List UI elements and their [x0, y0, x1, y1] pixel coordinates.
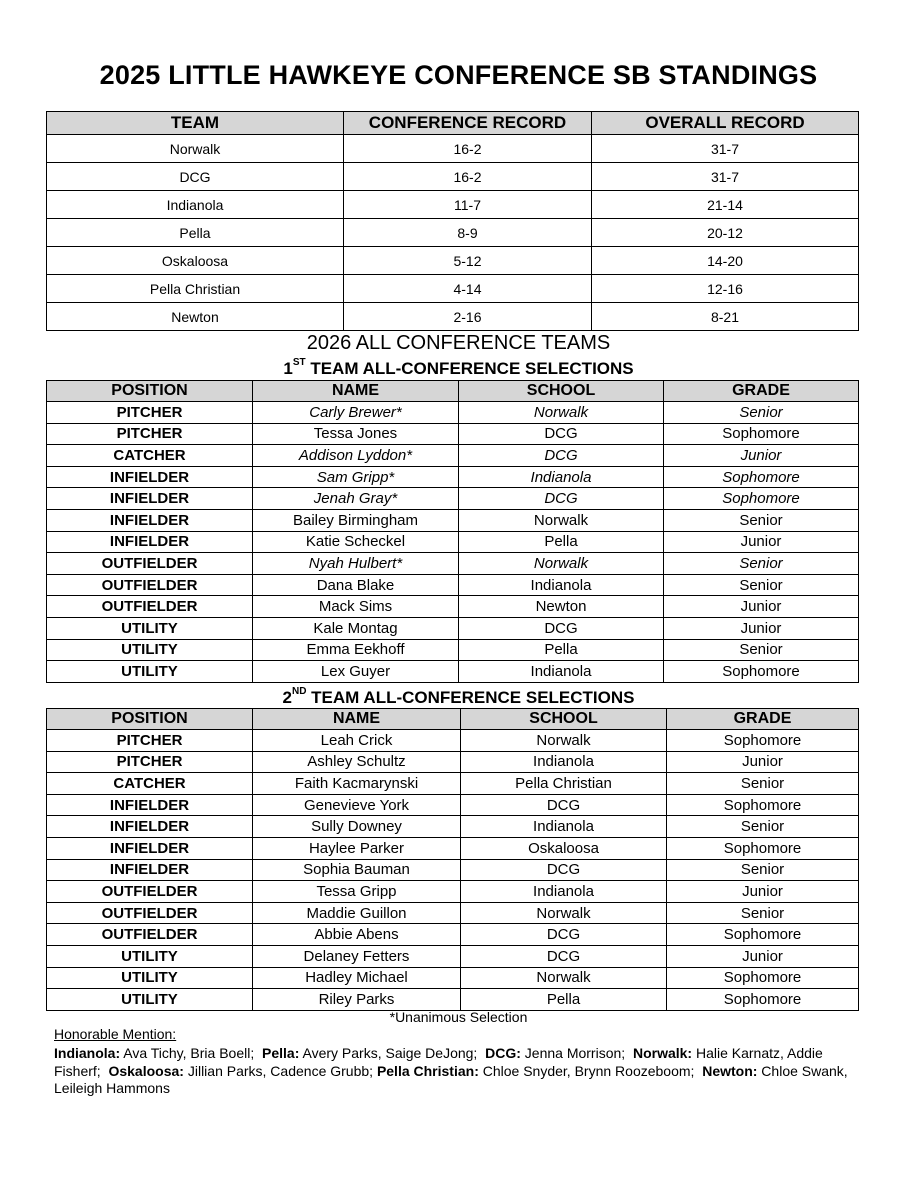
grade-cell: Sophomore	[667, 794, 859, 816]
standings-row	[47, 247, 859, 275]
position-cell: PITCHER	[47, 423, 253, 445]
standings-row	[47, 275, 859, 303]
position-cell: UTILITY	[47, 617, 253, 639]
header-grade: GRADE	[667, 709, 859, 730]
all-conference-title: 2026 ALL CONFERENCE TEAMS	[306, 332, 611, 354]
team-name-cell: Indianola	[47, 191, 344, 219]
position-cell: UTILITY	[47, 639, 253, 661]
honorable-mention-school: Pella:	[262, 1045, 300, 1061]
roster-row	[47, 639, 859, 661]
grade-cell: Senior	[667, 773, 859, 795]
roster-row	[47, 816, 859, 838]
name-cell: Bailey Birmingham	[253, 509, 459, 531]
honorable-mention-players: Jenna Morrison;	[520, 1045, 633, 1061]
school-cell: DCG	[461, 794, 667, 816]
school-cell: DCG	[461, 859, 667, 881]
roster-row	[47, 553, 859, 575]
school-cell: Indianola	[461, 881, 667, 903]
header-school: SCHOOL	[459, 381, 664, 402]
roster-row	[47, 596, 859, 618]
team-name-cell: Oskaloosa	[47, 247, 344, 275]
header-school: SCHOOL	[461, 709, 667, 730]
school-cell: DCG	[459, 488, 664, 510]
position-cell: INFIELDER	[47, 794, 253, 816]
name-cell: Jenah Gray*	[253, 488, 459, 510]
name-cell: Lex Guyer	[253, 661, 459, 683]
name-cell: Mack Sims	[253, 596, 459, 618]
name-cell: Hadley Michael	[253, 967, 461, 989]
name-cell: Addison Lyddon*	[253, 445, 459, 467]
name-cell: Carly Brewer*	[253, 402, 459, 424]
standings-row	[47, 163, 859, 191]
position-cell: INFIELDER	[47, 466, 253, 488]
second-team-ordinal-suffix: ND	[291, 686, 307, 697]
grade-cell: Junior	[664, 617, 859, 639]
honorable-mention-list	[54, 1045, 864, 1098]
school-cell: Indianola	[459, 574, 664, 596]
honorable-mention-players: Chloe Snyder, Brynn Roozeboom;	[478, 1062, 703, 1079]
header-overall-record: OVERALL RECORD	[592, 112, 859, 135]
conference-record-cell: 16-2	[344, 135, 592, 163]
school-cell: Pella Christian	[461, 773, 667, 795]
conference-record-cell: 11-7	[344, 191, 592, 219]
roster-row	[47, 945, 859, 967]
position-cell: INFIELDER	[47, 837, 253, 859]
position-cell: PITCHER	[47, 751, 253, 773]
school-cell: DCG	[461, 945, 667, 967]
school-cell: Pella	[461, 989, 667, 1011]
school-cell: Oskaloosa	[461, 837, 667, 859]
name-cell: Katie Scheckel	[253, 531, 459, 553]
overall-record-cell: 14-20	[592, 247, 859, 275]
first-team-title-text: TEAM ALL-CONFERENCE SELECTIONS	[305, 359, 634, 378]
team-name-cell: Newton	[47, 303, 344, 331]
roster-row	[47, 794, 859, 816]
position-cell: UTILITY	[47, 989, 253, 1011]
first-team-table	[46, 380, 859, 683]
roster-row	[47, 989, 859, 1011]
roster-row	[47, 837, 859, 859]
roster-row	[47, 730, 859, 752]
conference-record-cell: 16-2	[344, 163, 592, 191]
standings-row	[47, 303, 859, 331]
honorable-mention-players: Ava Tichy, Bria Boell;	[120, 1045, 263, 1061]
grade-cell: Senior	[667, 902, 859, 924]
header-grade: GRADE	[664, 381, 859, 402]
roster-row	[47, 902, 859, 924]
position-cell: INFIELDER	[47, 816, 253, 838]
second-team-title	[0, 688, 917, 708]
school-cell: Indianola	[461, 816, 667, 838]
roster-row	[47, 859, 859, 881]
standings-table	[46, 111, 859, 331]
name-cell: Nyah Hulbert*	[253, 553, 459, 575]
overall-record-cell: 21-14	[592, 191, 859, 219]
grade-cell: Sophomore	[664, 423, 859, 445]
header-name: NAME	[253, 709, 461, 730]
grade-cell: Sophomore	[667, 967, 859, 989]
standings-header-row	[47, 112, 859, 135]
grade-cell: Junior	[667, 751, 859, 773]
grade-cell: Sophomore	[664, 488, 859, 510]
position-cell: CATCHER	[47, 445, 253, 467]
school-cell: Norwalk	[459, 553, 664, 575]
roster-row	[47, 445, 859, 467]
honorable-mention-label: Honorable Mention:	[54, 1026, 177, 1042]
roster-row	[47, 967, 859, 989]
school-cell: DCG	[461, 924, 667, 946]
conference-record-cell: 4-14	[344, 275, 592, 303]
roster-row	[47, 509, 859, 531]
name-cell: Dana Blake	[253, 574, 459, 596]
overall-record-cell: 31-7	[592, 163, 859, 191]
conference-record-cell: 2-16	[344, 303, 592, 331]
grade-cell: Senior	[664, 574, 859, 596]
first-team-title	[0, 359, 917, 379]
header-team: TEAM	[47, 112, 344, 135]
honorable-mention-players: Jillian Parks, Cadence Grubb;	[183, 1062, 377, 1079]
second-team-header-row	[47, 709, 859, 730]
standings-row	[47, 219, 859, 247]
grade-cell: Sophomore	[667, 924, 859, 946]
grade-cell: Junior	[664, 531, 859, 553]
position-cell: PITCHER	[47, 402, 253, 424]
grade-cell: Senior	[667, 859, 859, 881]
first-team-ordinal: 1	[283, 359, 293, 378]
position-cell: INFIELDER	[47, 531, 253, 553]
overall-record-cell: 20-12	[592, 219, 859, 247]
position-cell: PITCHER	[47, 730, 253, 752]
grade-cell: Senior	[664, 553, 859, 575]
roster-row	[47, 423, 859, 445]
overall-record-cell: 8-21	[592, 303, 859, 331]
position-cell: UTILITY	[47, 967, 253, 989]
position-cell: INFIELDER	[47, 509, 253, 531]
header-name: NAME	[253, 381, 459, 402]
conference-record-cell: 8-9	[344, 219, 592, 247]
name-cell: Ashley Schultz	[253, 751, 461, 773]
name-cell: Tessa Jones	[253, 423, 459, 445]
school-cell: DCG	[459, 617, 664, 639]
first-team-ordinal-suffix: ST	[292, 357, 306, 368]
team-name-cell: DCG	[47, 163, 344, 191]
honorable-mention-players: Halie Karnatz, Addie Fisherf;	[54, 1045, 827, 1079]
conference-record-cell: 5-12	[344, 247, 592, 275]
standings-row	[47, 191, 859, 219]
name-cell: Sam Gripp*	[253, 466, 459, 488]
position-cell: OUTFIELDER	[47, 881, 253, 903]
roster-row	[47, 751, 859, 773]
standings-row	[47, 135, 859, 163]
school-cell: Norwalk	[459, 509, 664, 531]
position-cell: OUTFIELDER	[47, 902, 253, 924]
honorable-mention-school: Pella Christian:	[376, 1062, 479, 1079]
header-position: POSITION	[47, 709, 253, 730]
name-cell: Tessa Gripp	[253, 881, 461, 903]
position-cell: INFIELDER	[47, 488, 253, 510]
grade-cell: Sophomore	[664, 661, 859, 683]
position-cell: OUTFIELDER	[47, 924, 253, 946]
name-cell: Kale Montag	[253, 617, 459, 639]
name-cell: Haylee Parker	[253, 837, 461, 859]
name-cell: Sophia Bauman	[253, 859, 461, 881]
school-cell: Indianola	[459, 466, 664, 488]
position-cell: OUTFIELDER	[47, 574, 253, 596]
honorable-mention-school: Oskaloosa:	[108, 1062, 184, 1079]
school-cell: Pella	[459, 639, 664, 661]
school-cell: Norwalk	[459, 402, 664, 424]
name-cell: Leah Crick	[253, 730, 461, 752]
header-conference-record: CONFERENCE RECORD	[344, 112, 592, 135]
roster-row	[47, 881, 859, 903]
honorable-mention-school: Newton:	[702, 1062, 758, 1079]
grade-cell: Senior	[664, 639, 859, 661]
position-cell: CATCHER	[47, 773, 253, 795]
grade-cell: Junior	[667, 945, 859, 967]
team-name-cell: Pella Christian	[47, 275, 344, 303]
roster-row	[47, 773, 859, 795]
position-cell: UTILITY	[47, 661, 253, 683]
overall-record-cell: 12-16	[592, 275, 859, 303]
first-team-header-row	[47, 381, 859, 402]
second-team-ordinal: 2	[282, 688, 292, 707]
honorable-mention-school: Indianola:	[54, 1045, 121, 1061]
school-cell: DCG	[459, 445, 664, 467]
name-cell: Maddie Guillon	[253, 902, 461, 924]
school-cell: Indianola	[459, 661, 664, 683]
school-cell: DCG	[459, 423, 664, 445]
name-cell: Abbie Abens	[253, 924, 461, 946]
grade-cell: Sophomore	[667, 730, 859, 752]
grade-cell: Junior	[667, 881, 859, 903]
team-name-cell: Norwalk	[47, 135, 344, 163]
name-cell: Faith Kacmarynski	[253, 773, 461, 795]
name-cell: Emma Eekhoff	[253, 639, 459, 661]
roster-row	[47, 488, 859, 510]
name-cell: Riley Parks	[253, 989, 461, 1011]
name-cell: Genevieve York	[253, 794, 461, 816]
grade-cell: Sophomore	[664, 466, 859, 488]
grade-cell: Sophomore	[667, 989, 859, 1011]
header-position: POSITION	[47, 381, 253, 402]
name-cell: Sully Downey	[253, 816, 461, 838]
school-cell: Newton	[459, 596, 664, 618]
roster-row	[47, 531, 859, 553]
honorable-mention-school: Norwalk:	[632, 1045, 693, 1061]
name-cell: Delaney Fetters	[253, 945, 461, 967]
school-cell: Indianola	[461, 751, 667, 773]
honorable-mention-school: DCG:	[485, 1045, 521, 1061]
overall-record-cell: 31-7	[592, 135, 859, 163]
position-cell: UTILITY	[47, 945, 253, 967]
school-cell: Pella	[459, 531, 664, 553]
honorable-mention-players: Avery Parks, Saige DeJong;	[299, 1045, 486, 1061]
position-cell: OUTFIELDER	[47, 596, 253, 618]
roster-row	[47, 402, 859, 424]
roster-row	[47, 924, 859, 946]
roster-row	[47, 574, 859, 596]
grade-cell: Senior	[667, 816, 859, 838]
unanimous-footnote: *Unanimous Selection	[389, 1009, 528, 1025]
grade-cell: Senior	[664, 509, 859, 531]
page-title: 2025 LITTLE HAWKEYE CONFERENCE SB STANDINGS	[99, 60, 818, 90]
roster-row	[47, 617, 859, 639]
grade-cell: Senior	[664, 402, 859, 424]
position-cell: OUTFIELDER	[47, 553, 253, 575]
grade-cell: Junior	[664, 596, 859, 618]
school-cell: Norwalk	[461, 730, 667, 752]
team-name-cell: Pella	[47, 219, 344, 247]
roster-row	[47, 466, 859, 488]
roster-row	[47, 661, 859, 683]
grade-cell: Sophomore	[667, 837, 859, 859]
second-team-title-text: TEAM ALL-CONFERENCE SELECTIONS	[306, 688, 635, 707]
school-cell: Norwalk	[461, 967, 667, 989]
school-cell: Norwalk	[461, 902, 667, 924]
grade-cell: Junior	[664, 445, 859, 467]
second-team-table	[46, 708, 859, 1011]
position-cell: INFIELDER	[47, 859, 253, 881]
honorable-mention-players: Chloe Swank, Leileigh Hammons	[54, 1062, 852, 1096]
